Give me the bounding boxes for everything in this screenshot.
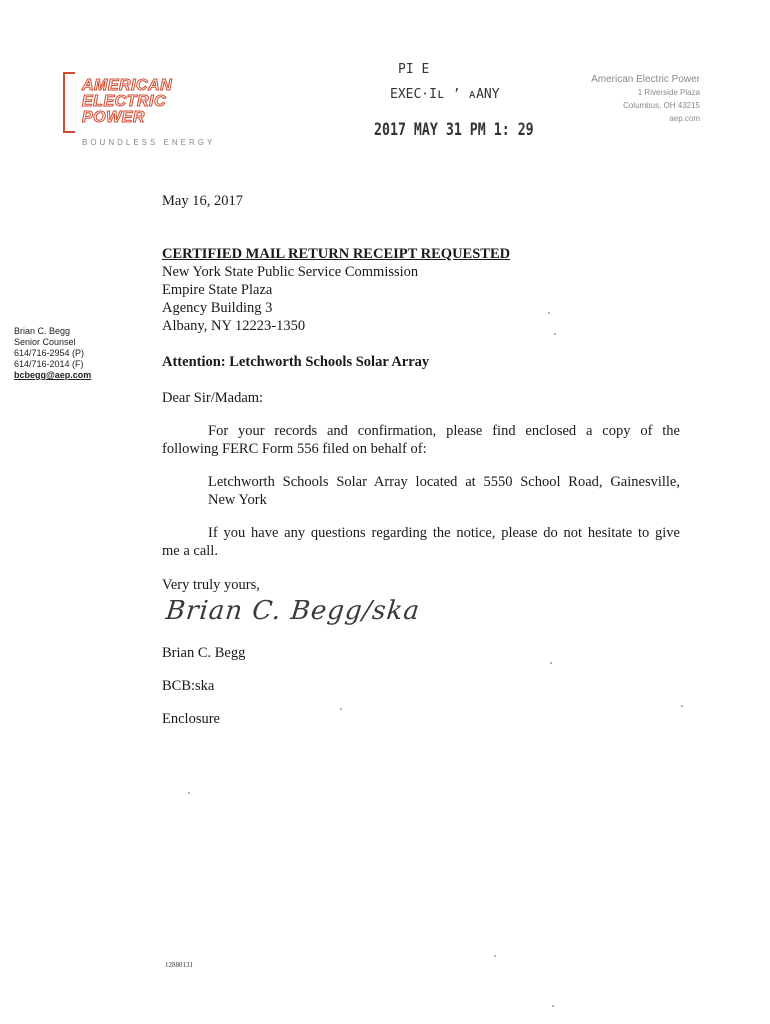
paragraph2-line2: me a call. xyxy=(162,543,218,559)
scan-speck xyxy=(554,333,556,335)
logo-text-line3: POWER xyxy=(82,109,145,126)
company-web: aep.com xyxy=(669,114,700,123)
delivery-method: CERTIFIED MAIL RETURN RECEIPT REQUESTED xyxy=(162,246,511,262)
company-city: Columbus, OH 43215 xyxy=(623,101,700,110)
stamp-datetime: 2017 MAY 31 PM 1: 29 xyxy=(374,120,534,140)
sender-title: Senior Counsel xyxy=(14,337,76,347)
attention-line: Attention: Letchworth Schools Solar Array xyxy=(162,354,430,370)
sender-email-link[interactable]: bcbegg@aep.com xyxy=(14,370,92,380)
handwritten-signature: Brian C. Begg/ska xyxy=(164,596,422,626)
paragraph2-line1: If you have any questions regarding the notice, please do not hesitate to give xyxy=(208,525,680,541)
paragraph1-line1: For your records and confirmation, please find enclosed a copy of the xyxy=(208,423,680,439)
document-code: 12880131 xyxy=(165,961,193,969)
stamp-line2: EXEC·Iʟ ’ ᴀANY xyxy=(390,87,500,102)
scan-speck xyxy=(552,1005,554,1007)
scan-speck xyxy=(548,312,550,314)
enclosure-note: Enclosure xyxy=(162,711,220,727)
logo-tagline: BOUNDLESS ENERGY xyxy=(82,138,216,147)
scan-speck xyxy=(494,955,496,957)
sender-fax: 614/716-2014 (F) xyxy=(14,359,84,369)
paragraph1-line2: following FERC Form 556 filed on behalf of: xyxy=(162,441,427,457)
sender-name: Brian C. Begg xyxy=(14,326,71,336)
scan-speck xyxy=(188,792,190,794)
subject-line2: New York xyxy=(208,492,267,508)
letter-date: May 16, 2017 xyxy=(162,193,243,209)
logo-bracket xyxy=(63,72,75,133)
scan-speck xyxy=(550,662,552,664)
company-street: 1 Riverside Plaza xyxy=(637,88,700,97)
sender-phone: 614/716-2954 (P) xyxy=(14,348,85,358)
recipient-line3: Agency Building 3 xyxy=(162,300,273,316)
initials: BCB:ska xyxy=(162,678,215,694)
recipient-line2: Empire State Plaza xyxy=(162,282,273,298)
logo-text-line1: AMERICAN xyxy=(82,77,173,94)
signer-name: Brian C. Begg xyxy=(162,645,246,661)
company-name: American Electric Power xyxy=(591,74,700,85)
recipient-line1: New York State Public Service Commission xyxy=(162,264,419,280)
logo-text-line2: ELECTRIC xyxy=(82,93,166,110)
salutation: Dear Sir/Madam: xyxy=(162,390,264,406)
subject-line1: Letchworth Schools Solar Array located at 5550 School Road, Gainesville, xyxy=(208,474,680,490)
closing: Very truly yours, xyxy=(162,577,260,593)
stamp-line1: PI E xyxy=(398,62,430,77)
recipient-line4: Albany, NY 12223-1350 xyxy=(162,318,306,334)
scan-speck xyxy=(340,708,342,710)
scan-speck xyxy=(681,705,683,707)
